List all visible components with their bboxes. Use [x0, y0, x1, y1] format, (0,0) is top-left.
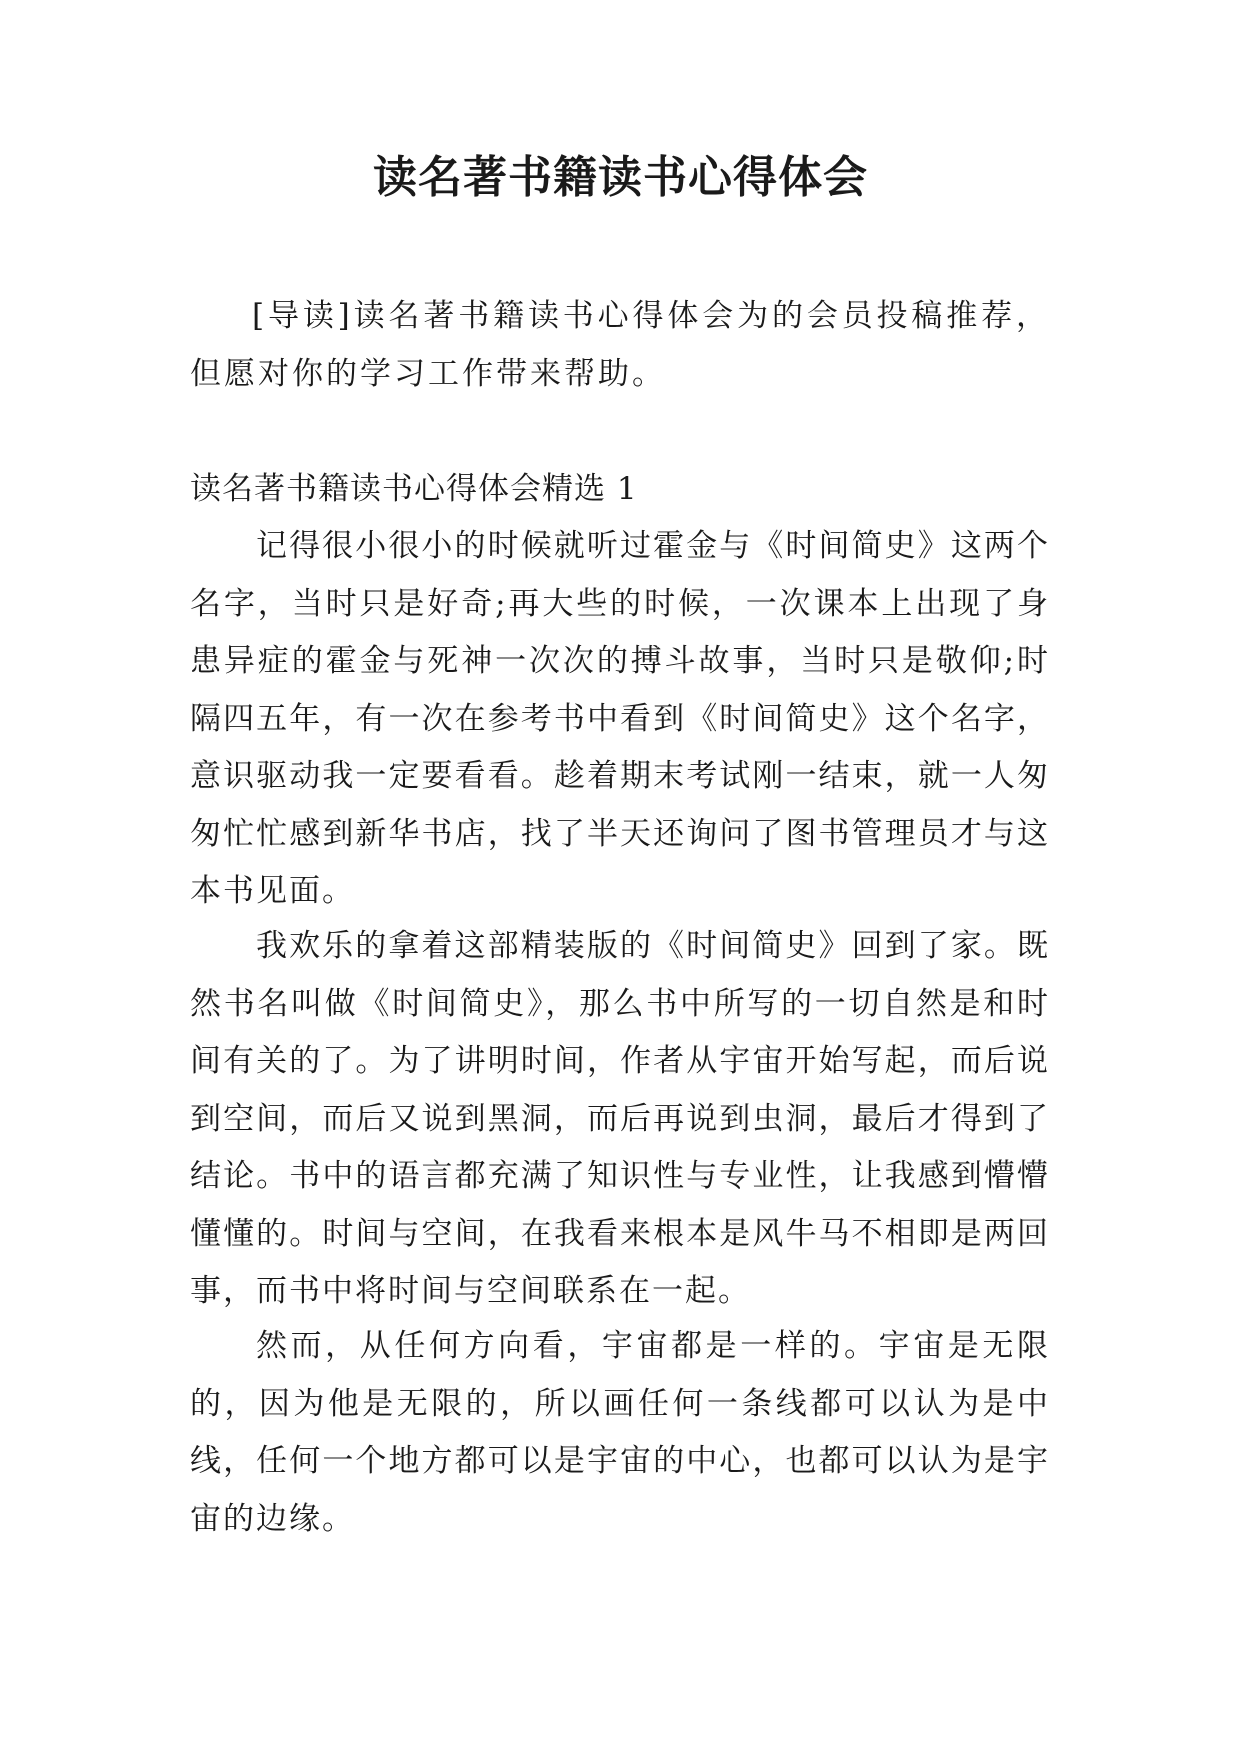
- body-paragraph-3: 然而，从任何方向看，宇宙都是一样的。宇宙是无限的，因为他是无限的，所以画任何一条线都可以认为是中线，任何一个地方都可以是宇宙的中心，也都可以认为是宇宙的边缘。: [190, 1328, 1050, 1537]
- document-title: 读名著书籍读书心得体会: [373, 152, 868, 203]
- body-paragraph-2: 我欢乐的拿着这部精装版的《时间简史》回到了家。既然书名叫做《时间简史》，那么书中所写的一切自然是和时间有关的了。为了讲明时间，作者从宇宙开始写起，而后说到空间，而后又说到黑洞，而后再说到虫洞，最后才得到了结论。书中的语言都充满了知识性与专业性，让我感到懵懵懂懂的。时间与空间，在我看来根本是风牛马不相即是两回事，而书中将时间与空间联系在一起。: [190, 928, 1050, 1309]
- section-heading: 读名著书籍读书心得体会精选 1: [190, 471, 638, 507]
- intro-paragraph: [导读]读名著书籍读书心得体会为的会员投稿推荐，但愿对你的学习工作带来帮助。: [190, 298, 1050, 392]
- body-paragraph-1: 记得很小很小的时候就听过霍金与《时间简史》这两个名字，当时只是好奇;再大些的时候，一次课本上出现了身患异症的霍金与死神一次次的搏斗故事，当时只是敬仰;时隔四五年，有一次在参考书中看到《时间简史》这个名字，意识驱动我一定要看看。趁着期末考试刚一结束，就一人匆匆忙忙感到新华书店，找了半天还询问了图书管理员才与这本书见面。: [190, 528, 1050, 909]
